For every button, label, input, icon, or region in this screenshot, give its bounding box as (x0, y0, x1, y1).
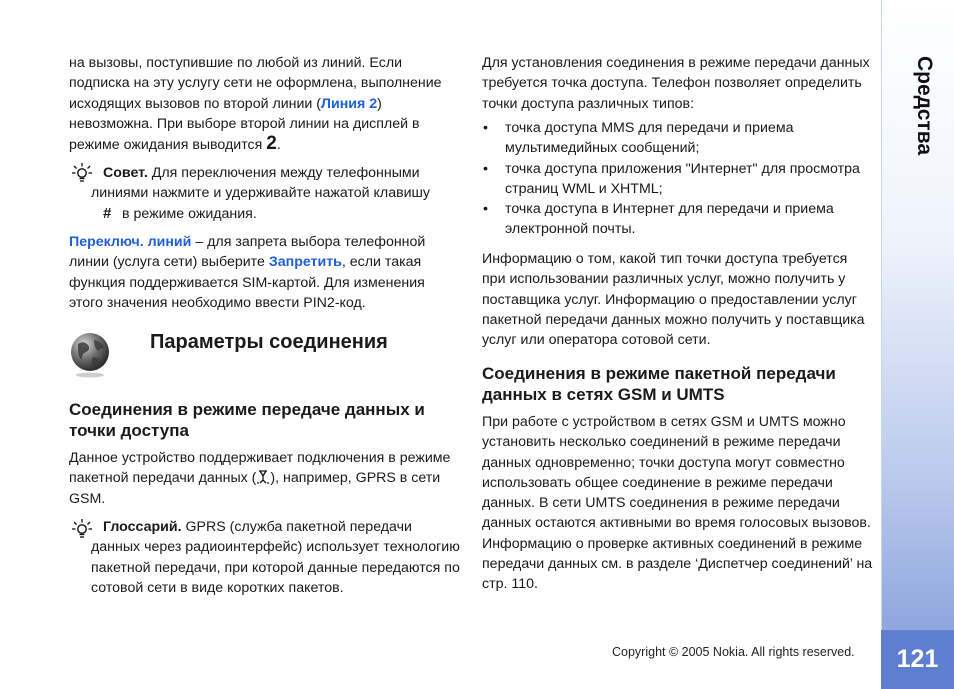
tip-label: Совет. (103, 165, 148, 181)
text: на вызовы, поступившие по любой из линий. Если подписка на эту услугу сети не оформлена, выполнение исходящих вызовов по второй линии ( (69, 55, 442, 112)
text: ), например, GPRS в сети GSM. (69, 470, 441, 507)
paragraph-switch-lines (69, 232, 461, 313)
access-point-list (483, 118, 871, 240)
copyright-notice: Copyright © 2005 Nokia. All rights reserved. (612, 645, 855, 659)
text: ) невозможна. При выборе второй линии на дисплей в режиме ожидания выводится (69, 95, 420, 154)
subheading-gsm-umts: Соединения в режиме пакетной передачи данных в сетях GSM и UMTS (482, 364, 836, 404)
paragraph-access-point-intro: Для установления соединения в режиме передачи данных требуется точка доступа. Телефон позволяет определить точки доступа различных типов: (482, 55, 870, 112)
paragraph-second-line (69, 53, 461, 155)
line-2-indicator-icon: 2 (266, 133, 277, 155)
tip-bulb-icon (71, 162, 93, 184)
list-item: • точка доступа в Интернет для передачи и приема электронной почты. (483, 199, 871, 240)
subheading-access-points: Соединения в режиме передаче данных и точки доступа (69, 400, 425, 440)
glossary-bulb-icon (71, 518, 93, 540)
text: , если такая функция поддерживается SIM-картой. Для изменения этого значения необходимо ввести PIN2-код. (69, 254, 425, 311)
link-line-2[interactable]: Линия 2 (321, 95, 378, 112)
chapter-title: Средства (913, 56, 936, 156)
paragraph-gsm-umts: При работе с устройством в сетях GSM и UMTS можно установить несколько соединений в режиме передачи данных одновременно; точки доступа могут совместно использовать общее соединение в режиме передачи данных. В сети UMTS соединения в режиме передачи данных остаются активными во время голосовых вызовов. Информацию о проверке активных соединений в режиме передачи данных см. в разделе ‘Диспетчер соединений’ на стр. 110. (482, 414, 873, 593)
text: . (276, 137, 281, 154)
section-title: Параметры соединения (150, 331, 388, 353)
list-item: • точка доступа MMS для передачи и приема мультимедийных сообщений; (483, 118, 871, 159)
packet-data-icon (256, 469, 270, 485)
text: GPRS (служба пакетной передачи данных через радиоинтерфейс) использует технологию пакетной передачи, при которой данные передаются по сотовой сети в виде коротких пакетов. (91, 519, 460, 596)
text: – для запрета выбора телефонной линии (услуга сети) выберите (69, 234, 426, 271)
glossary-gprs (91, 517, 463, 598)
list-item: • точка доступа приложения "Интернет" для просмотра страниц WML и XHTML; (483, 159, 871, 200)
tip-switch-line (91, 163, 463, 224)
paragraph-access-point-info: Информацию о том, какой тип точки доступа требуется при использовании различных услуг, можно получить у поставщика услуг. Информацию о предоставлении услуг пакетной передачи данных можно получить у поставщика услуг или оператора сотовой сети. (482, 251, 865, 349)
tip-label: Глоссарий. (103, 519, 182, 535)
link-switch-lines[interactable]: Переключ. линий (69, 234, 192, 250)
page-number: 121 (881, 630, 954, 689)
link-forbid[interactable]: Запретить (268, 254, 342, 271)
globe-icon (69, 330, 111, 378)
hash-key-icon: # (103, 204, 112, 222)
paragraph-packet-data (69, 448, 461, 509)
text: Для переключения между телефонными линиями нажмите и удерживайте нажатой клавишу (91, 165, 431, 202)
text: в режиме ожидания. (122, 205, 257, 222)
text: Данное устройство поддерживает подключения в режиме пакетной передачи данных ( (69, 450, 451, 487)
